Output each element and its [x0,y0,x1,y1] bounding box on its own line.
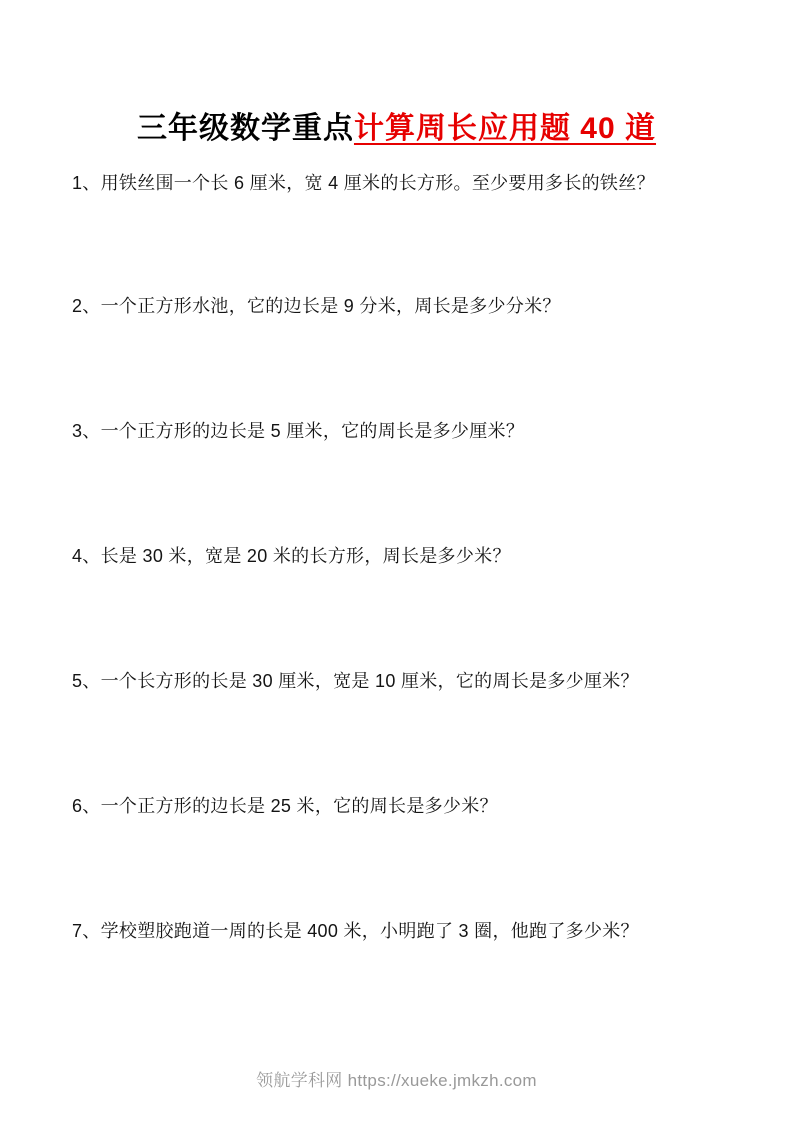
question-2: 2、一个正方形水池，它的边长是 9 分米，周长是多少分米？ [72,296,561,316]
page-title [0,103,793,147]
page-title-red-part: 计算周长应用题 40 道 [353,112,657,145]
question-6: 6、一个正方形的边长是 25 米，它的周长是多少米？ [72,796,498,816]
page-title-black-part: 三年级数学重点 [136,112,354,145]
question-3: 3、一个正方形的边长是 5 厘米，它的周长是多少厘米？ [72,421,525,441]
question-5: 5、一个长方形的长是 30 厘米，宽是 10 厘米，它的周长是多少厘米？ [72,671,639,691]
question-1: 1、用铁丝围一个长 6 厘米，宽 4 厘米的长方形。至少要用多长的铁丝？ [72,173,655,193]
question-7: 7、学校塑胶跑道一周的长是 400 米，小明跑了 3 圈，他跑了多少米？ [72,921,639,941]
question-4: 4、长是 30 米，宽是 20 米的长方形，周长是多少米？ [72,546,511,566]
footer-watermark: 领航学科网 https://xueke.jmkzh.com [256,1071,537,1090]
